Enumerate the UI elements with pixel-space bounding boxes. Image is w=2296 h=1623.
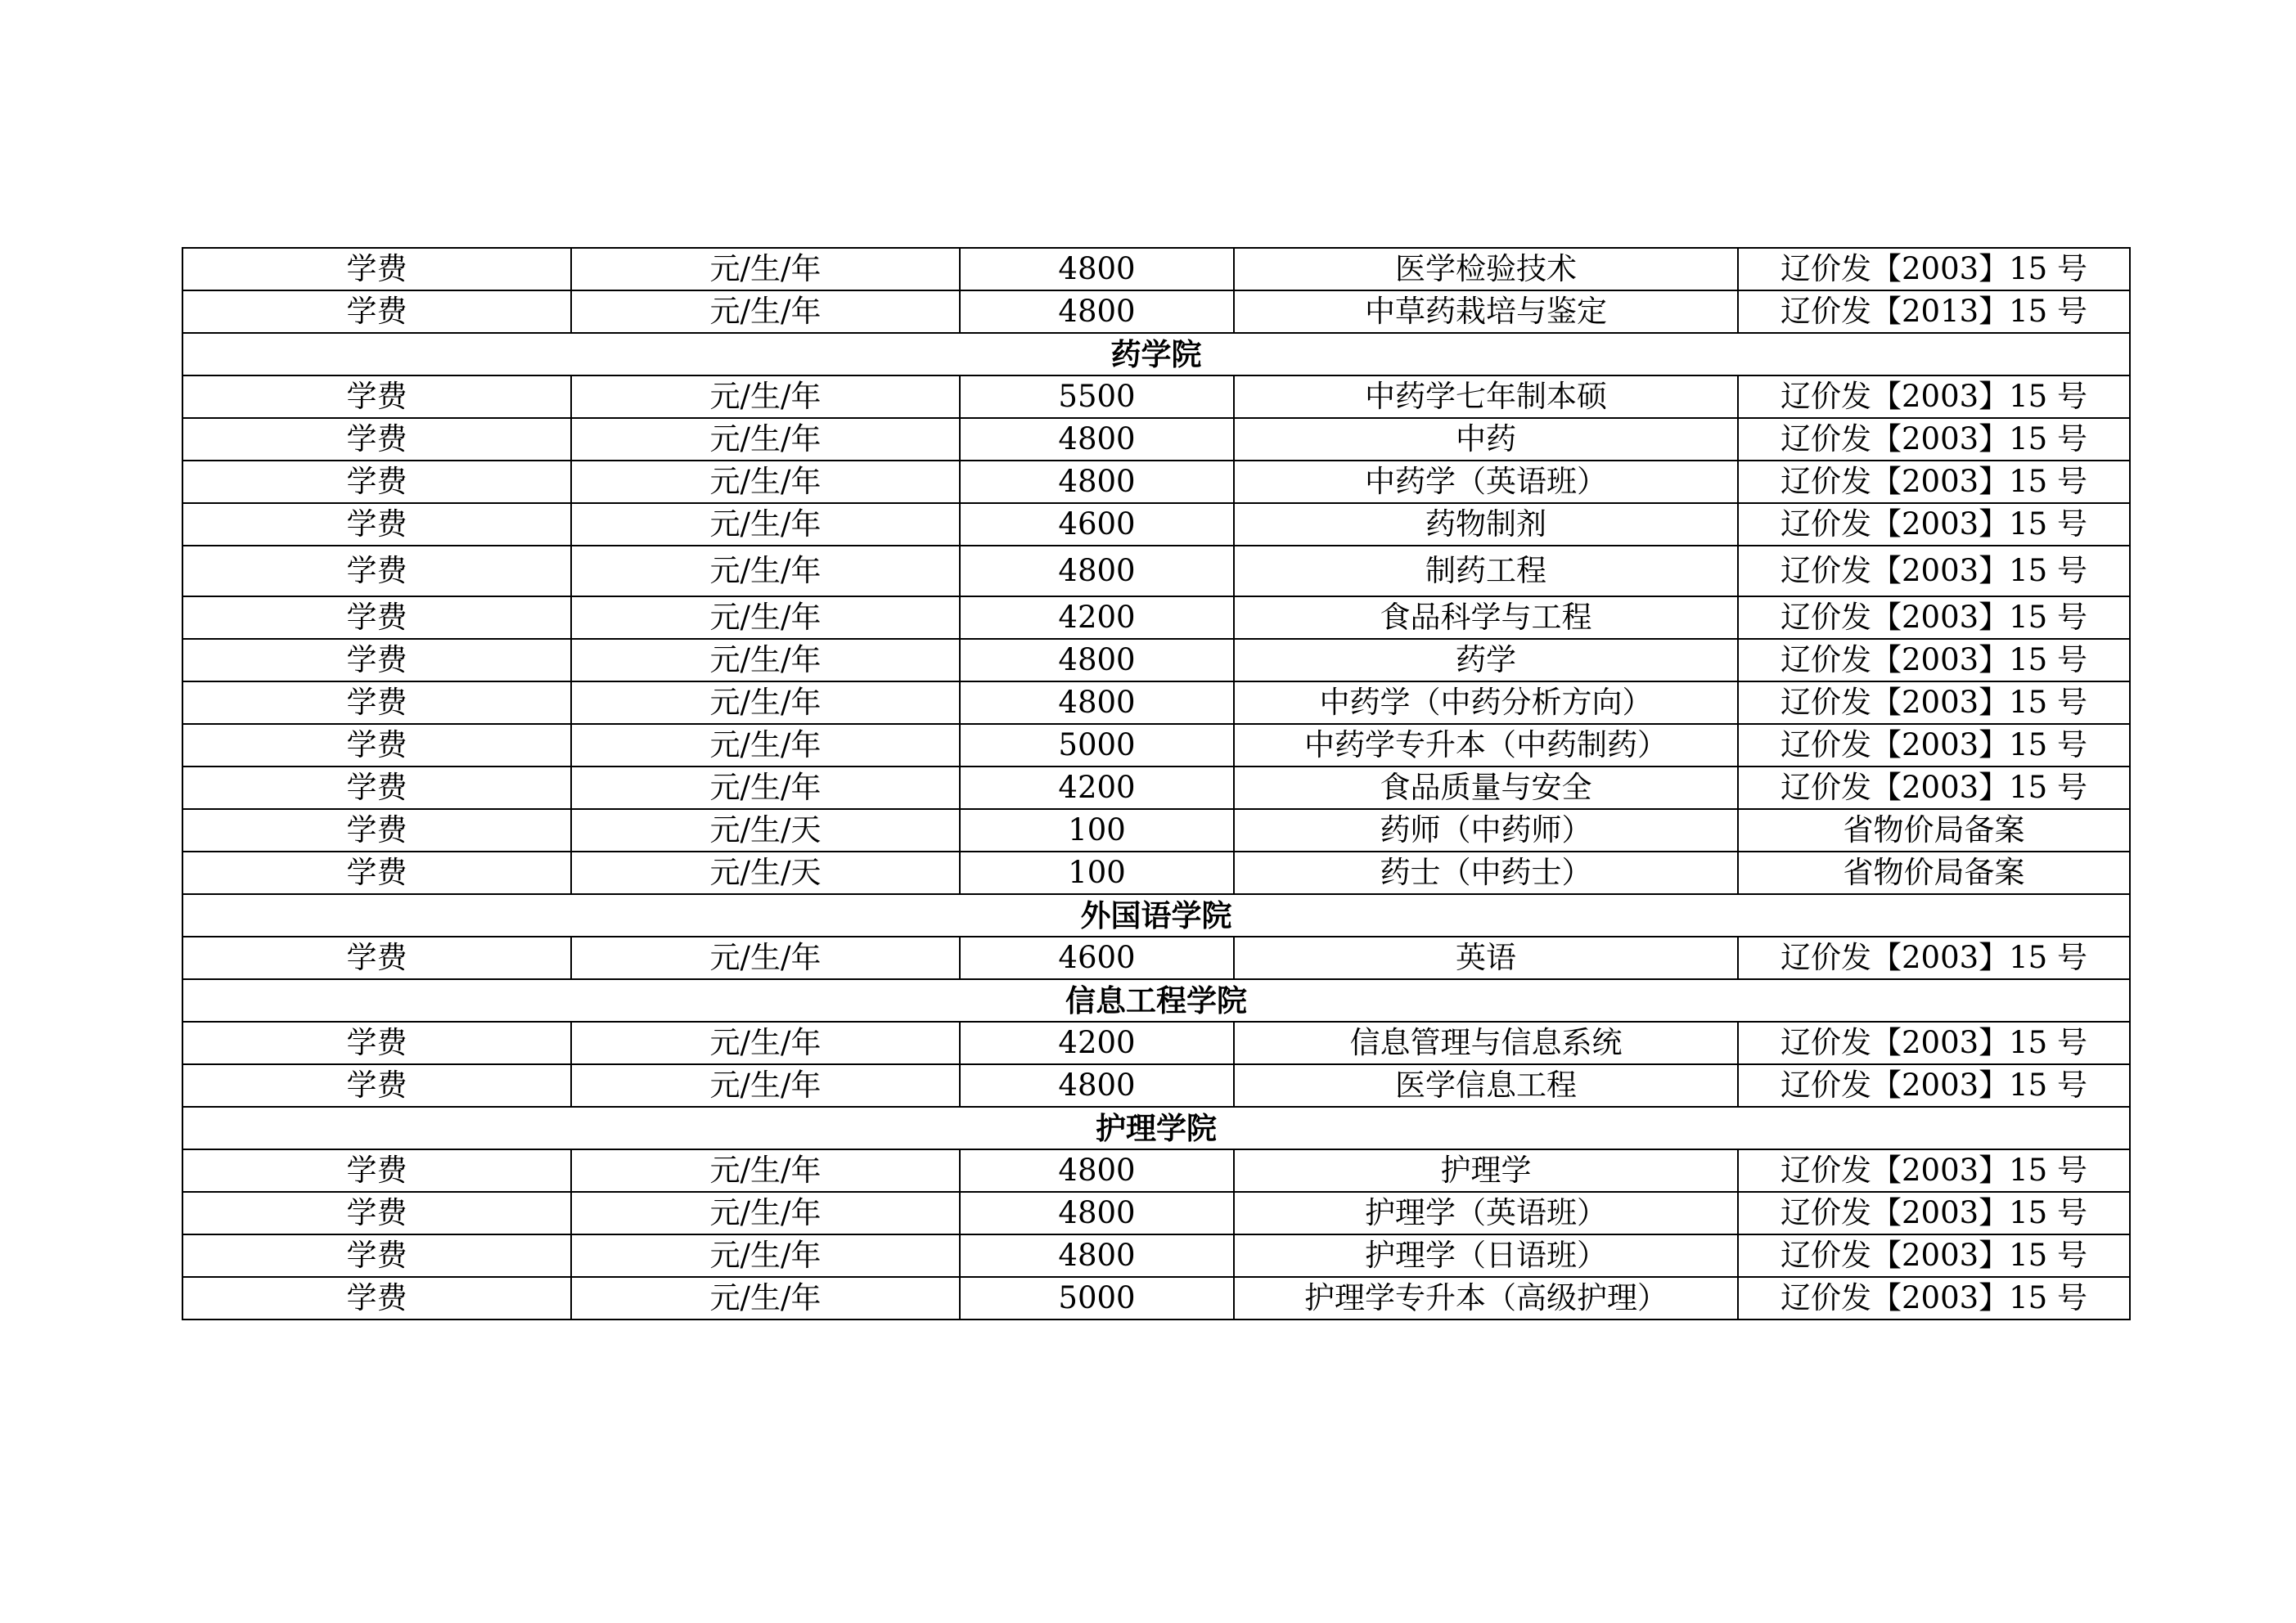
fee-unit-cell: 元/生/年 (571, 375, 960, 418)
major-name-cell: 英语 (1234, 937, 1738, 979)
table-row (182, 1149, 2130, 1192)
table-row (182, 375, 2130, 418)
fee-amount-cell: 4800 (960, 1234, 1234, 1277)
fee-amount-cell: 4800 (960, 461, 1234, 503)
fee-amount-cell: 4800 (960, 681, 1234, 724)
fee-unit-cell: 元/生/年 (571, 546, 960, 596)
table-row (182, 1277, 2130, 1320)
major-name-cell: 中草药栽培与鉴定 (1234, 290, 1738, 333)
fee-item-cell: 学费 (182, 418, 571, 461)
table-row (182, 1064, 2130, 1107)
fee-unit-cell: 元/生/年 (571, 1064, 960, 1107)
table-row (182, 1022, 2130, 1064)
fee-unit-cell: 元/生/天 (571, 852, 960, 894)
table-row (182, 546, 2130, 596)
fee-amount-cell: 4600 (960, 503, 1234, 546)
fee-amount-cell: 4800 (960, 1149, 1234, 1192)
price-basis-cell: 辽价发【2003】15 号 (1738, 1277, 2130, 1320)
price-basis-cell: 辽价发【2003】15 号 (1738, 767, 2130, 809)
table-row (182, 639, 2130, 681)
fee-item-cell: 学费 (182, 596, 571, 639)
table-row (182, 290, 2130, 333)
price-basis-cell: 辽价发【2003】15 号 (1738, 503, 2130, 546)
major-name-cell: 医学信息工程 (1234, 1064, 1738, 1107)
fee-item-cell: 学费 (182, 1277, 571, 1320)
fee-unit-cell: 元/生/年 (571, 1022, 960, 1064)
price-basis-cell: 辽价发【2003】15 号 (1738, 1234, 2130, 1277)
table-row (182, 248, 2130, 290)
fee-amount-cell: 4600 (960, 937, 1234, 979)
fee-unit-cell: 元/生/年 (571, 418, 960, 461)
fee-amount-cell: 4200 (960, 596, 1234, 639)
fee-item-cell: 学费 (182, 290, 571, 333)
major-name-cell: 制药工程 (1234, 546, 1738, 596)
table-row (182, 503, 2130, 546)
fee-amount-cell: 4800 (960, 1064, 1234, 1107)
table-row (182, 1234, 2130, 1277)
section-title: 药学院 (182, 333, 2130, 375)
fee-item-cell: 学费 (182, 639, 571, 681)
major-name-cell: 护理学（英语班） (1234, 1192, 1738, 1234)
fee-item-cell: 学费 (182, 375, 571, 418)
fee-amount-cell: 5500 (960, 375, 1234, 418)
fee-unit-cell: 元/生/年 (571, 248, 960, 290)
fee-amount-cell: 4800 (960, 546, 1234, 596)
fee-item-cell: 学费 (182, 809, 571, 852)
fee-amount-cell: 5000 (960, 724, 1234, 767)
price-basis-cell: 辽价发【2003】15 号 (1738, 418, 2130, 461)
major-name-cell: 药物制剂 (1234, 503, 1738, 546)
table-row (182, 596, 2130, 639)
fee-unit-cell: 元/生/年 (571, 1234, 960, 1277)
price-basis-cell: 辽价发【2003】15 号 (1738, 681, 2130, 724)
table-row (182, 724, 2130, 767)
fee-amount-cell: 4800 (960, 1192, 1234, 1234)
fee-item-cell: 学费 (182, 1022, 571, 1064)
fee-unit-cell: 元/生/年 (571, 937, 960, 979)
major-name-cell: 中药学专升本（中药制药） (1234, 724, 1738, 767)
table-row (182, 767, 2130, 809)
major-name-cell: 医学检验技术 (1234, 248, 1738, 290)
price-basis-cell: 辽价发【2003】15 号 (1738, 1064, 2130, 1107)
price-basis-cell: 辽价发【2003】15 号 (1738, 1192, 2130, 1234)
fee-item-cell: 学费 (182, 767, 571, 809)
section-title: 护理学院 (182, 1107, 2130, 1149)
section-header-row (182, 979, 2130, 1022)
major-name-cell: 信息管理与信息系统 (1234, 1022, 1738, 1064)
price-basis-cell: 辽价发【2003】15 号 (1738, 375, 2130, 418)
section-header-row (182, 894, 2130, 937)
fee-item-cell: 学费 (182, 681, 571, 724)
fee-item-cell: 学费 (182, 852, 571, 894)
fee-unit-cell: 元/生/年 (571, 1277, 960, 1320)
fee-amount-cell: 4200 (960, 767, 1234, 809)
table-row (182, 852, 2130, 894)
fee-unit-cell: 元/生/年 (571, 767, 960, 809)
table-row (182, 418, 2130, 461)
major-name-cell: 食品科学与工程 (1234, 596, 1738, 639)
fee-unit-cell: 元/生/年 (571, 681, 960, 724)
fee-item-cell: 学费 (182, 248, 571, 290)
fee-item-cell: 学费 (182, 546, 571, 596)
major-name-cell: 药士（中药士） (1234, 852, 1738, 894)
price-basis-cell: 辽价发【2003】15 号 (1738, 1149, 2130, 1192)
price-basis-cell: 辽价发【2013】15 号 (1738, 290, 2130, 333)
fee-unit-cell: 元/生/年 (571, 639, 960, 681)
fee-unit-cell: 元/生/年 (571, 461, 960, 503)
fee-unit-cell: 元/生/年 (571, 1192, 960, 1234)
major-name-cell: 护理学专升本（高级护理） (1234, 1277, 1738, 1320)
price-basis-cell: 辽价发【2003】15 号 (1738, 546, 2130, 596)
fee-unit-cell: 元/生/年 (571, 1149, 960, 1192)
price-basis-cell: 辽价发【2003】15 号 (1738, 596, 2130, 639)
major-name-cell: 食品质量与安全 (1234, 767, 1738, 809)
table-row (182, 461, 2130, 503)
section-header-row (182, 1107, 2130, 1149)
major-name-cell: 中药学（中药分析方向） (1234, 681, 1738, 724)
table-row (182, 809, 2130, 852)
fee-amount-cell: 4800 (960, 290, 1234, 333)
major-name-cell: 中药 (1234, 418, 1738, 461)
major-name-cell: 药师（中药师） (1234, 809, 1738, 852)
major-name-cell: 护理学 (1234, 1149, 1738, 1192)
section-title: 外国语学院 (182, 894, 2130, 937)
fee-table-body (182, 248, 2130, 1320)
table-row (182, 681, 2130, 724)
fee-amount-cell: 5000 (960, 1277, 1234, 1320)
fee-amount-cell: 4800 (960, 418, 1234, 461)
fee-item-cell: 学费 (182, 724, 571, 767)
fee-unit-cell: 元/生/年 (571, 596, 960, 639)
price-basis-cell: 辽价发【2003】15 号 (1738, 248, 2130, 290)
major-name-cell: 中药学七年制本硕 (1234, 375, 1738, 418)
major-name-cell: 护理学（日语班） (1234, 1234, 1738, 1277)
price-basis-cell: 辽价发【2003】15 号 (1738, 724, 2130, 767)
fee-amount-cell: 4200 (960, 1022, 1234, 1064)
price-basis-cell: 辽价发【2003】15 号 (1738, 639, 2130, 681)
fee-item-cell: 学费 (182, 937, 571, 979)
table-row (182, 1192, 2130, 1234)
fee-unit-cell: 元/生/天 (571, 809, 960, 852)
fee-amount-cell: 100 (960, 852, 1234, 894)
fee-item-cell: 学费 (182, 461, 571, 503)
fee-table (182, 247, 2131, 1320)
fee-item-cell: 学费 (182, 1234, 571, 1277)
section-title: 信息工程学院 (182, 979, 2130, 1022)
section-header-row (182, 333, 2130, 375)
price-basis-cell: 省物价局备案 (1738, 852, 2130, 894)
fee-item-cell: 学费 (182, 1064, 571, 1107)
fee-amount-cell: 4800 (960, 248, 1234, 290)
price-basis-cell: 省物价局备案 (1738, 809, 2130, 852)
price-basis-cell: 辽价发【2003】15 号 (1738, 1022, 2130, 1064)
fee-amount-cell: 100 (960, 809, 1234, 852)
fee-unit-cell: 元/生/年 (571, 503, 960, 546)
fee-item-cell: 学费 (182, 1192, 571, 1234)
fee-unit-cell: 元/生/年 (571, 290, 960, 333)
major-name-cell: 药学 (1234, 639, 1738, 681)
price-basis-cell: 辽价发【2003】15 号 (1738, 461, 2130, 503)
fee-item-cell: 学费 (182, 1149, 571, 1192)
major-name-cell: 中药学（英语班） (1234, 461, 1738, 503)
table-row (182, 937, 2130, 979)
fee-unit-cell: 元/生/年 (571, 724, 960, 767)
fee-amount-cell: 4800 (960, 639, 1234, 681)
fee-item-cell: 学费 (182, 503, 571, 546)
price-basis-cell: 辽价发【2003】15 号 (1738, 937, 2130, 979)
